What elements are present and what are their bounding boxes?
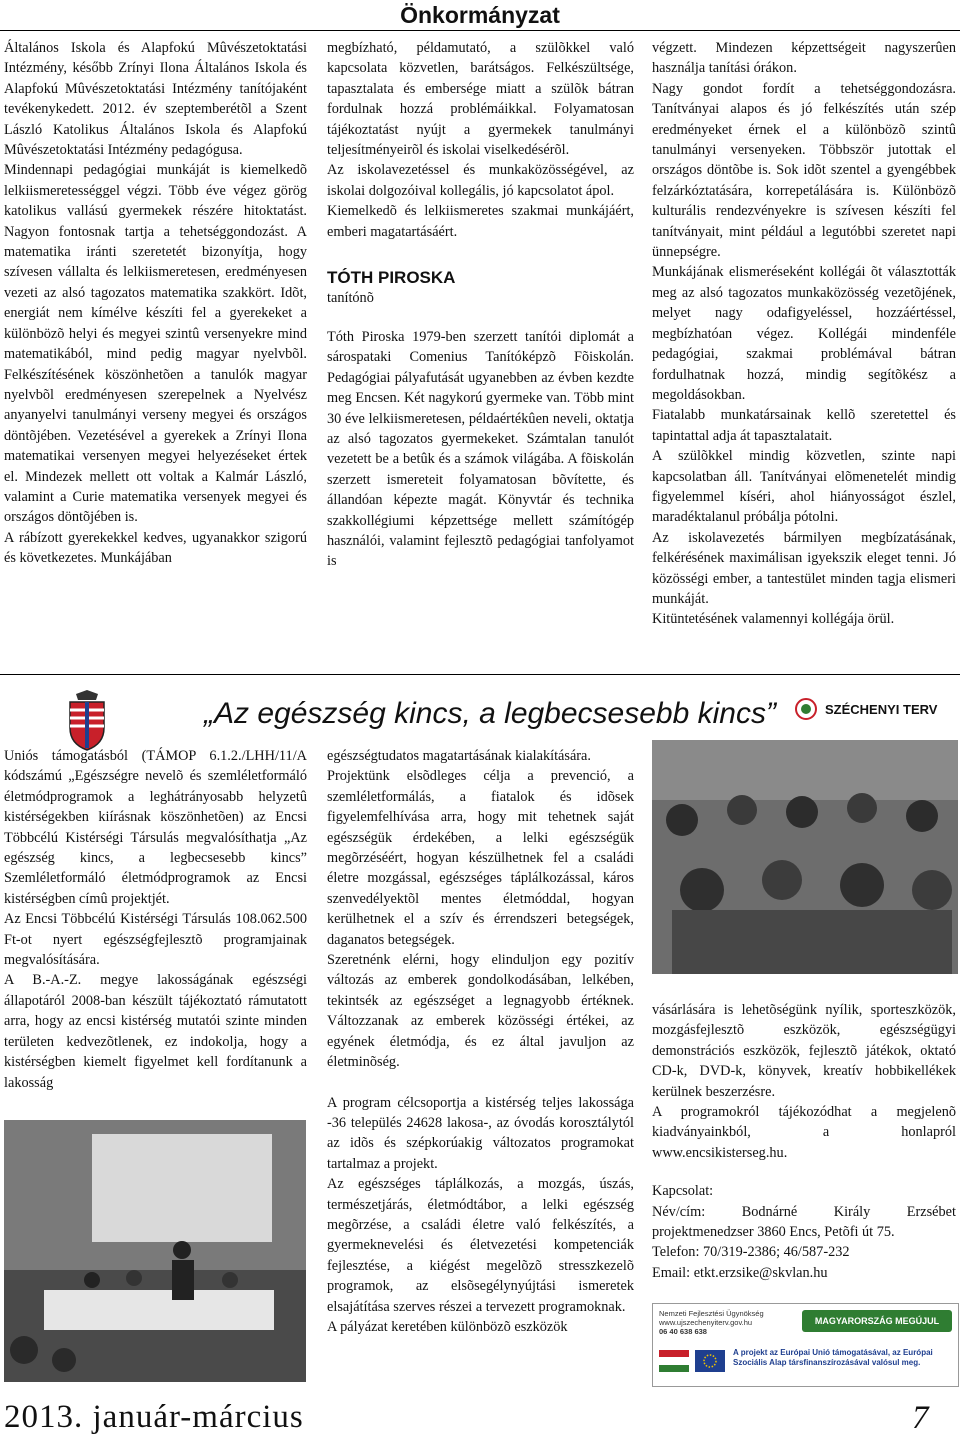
person-name: TÓTH PIROSKA [327, 268, 456, 288]
eu-caption: A projekt az Európai Unió támogatásával, az Európai Szociális Alap társfinanszírozásával valósul meg. [733, 1348, 933, 1367]
paragraph: Tóth Piroska 1979-ben szerzett tanítói diplomát a sárospataki Comenius Tanítóképzõ Fõiskolán. Pedagógiai pályafutását ugyanebben az évben kezdte meg Encsen. Két nagykorú gyermeke van. Több mint 30 éve lelkiismeretesen, példaértékûen neveli, oktatja az alsó tagozatos gyermekeket. Számtalan tanulót vezetett be a betûk és a számok világába. A fõiskolán szerzett ismereteit folyamatosan bõvítette, és állandóan képezte magát. Könyvtár és technika szakkollégiumi képzettsége mellett számítógép használói, valamint fejlesztõ pedagógiai tanfolyamot is [327, 328, 634, 570]
paragraph: A B.-A.-Z. megye lakosságának egészségi állapotáról 2008-ban készült tájékoztató rámutatott arra, hogy az encsi kistérség mutatói szinte minden területen kedvezõtlenek, ez indokolja, hogy a kistérségben kiemelt figyelmet kell fordítanunk a lakosság [4, 972, 307, 1091]
meeting-photo [4, 1120, 306, 1382]
article-column-1 [4, 746, 307, 1093]
audience-photo [652, 740, 958, 974]
szechenyi-terv-logo [795, 696, 960, 722]
paragraph: A rábízott gyerekekkel kedves, ugyanakkor szigorú és következetes. Munkájában [4, 529, 307, 567]
szechenyi-logo-text: SZÉCHENYI TERV [825, 701, 938, 717]
contact-phone: Telefon: 70/319-2386; 46/587-232 [652, 1244, 850, 1261]
section-divider [0, 674, 960, 675]
paragraph: egészségtudatos magatartásának kialakítására. [327, 748, 591, 764]
paragraph: Szeretnénk elérni, hogy elinduljon egy pozitív változás az emberek gondolkodásában, lelkében, tekintsék az egészséget a legnagyobb értéknek. Változzanak az emberek közösségi értékei, az egyének életmódja, és ez által javuljon az életminõség. [327, 952, 634, 1071]
section-title: Önkormányzat [400, 2, 560, 28]
person-role: tanítónõ [327, 290, 374, 307]
paragraph: Nagy gondot fordít a tehetséggondozásra. Tanítványai alapos és jó felkészítés után szép eredményeket érnek el a különbözõ szintû tanulmányi versenyeken. Többször jutottak el országos döntõbe is. Sok idõt szentel a gyengébbek felzárkóztatására, korrepetálására is. Különbözõ kulturális rendezvényekre is szívesen készíti fel tanítványait, mint például a legutóbbi szeretet napi ünnepségre. [652, 80, 956, 261]
paragraph: A programokról tájékozódhat a megjelenõ kiadványainkból, a honlapról www.encsikisterseg.hu. [652, 1104, 956, 1161]
header-rule [0, 30, 960, 31]
szechenyi-mark-icon [795, 698, 817, 720]
paragraph: Az egészséges táplálkozás, a mozgás, úszás, természetjárás, életmódtábor, a lelki egészség megõrzése, a családi életre való felkészítés, a gyermeknevelési és életvezetési kompetenciák fejlesztése, a kiégést megelõzõ stresszkezelõ programok, az elsõsegélynyújtási ismeretek elsajátítása szerves részei a tervezett programoknak. [327, 1176, 634, 1315]
paragraph: végzett. Mindezen képzettségeit nagyszerûen használja tanítási órákon. [652, 40, 956, 77]
paragraph: Projektünk elsõdleges célja a prevenció, a szemléletformálás, a fiatalok és idõsek figyelemfelhívása arra, hogy mit tehetnek saját egészségük érdekében, a lelki egészségük megõrzéséért, hogyan készülhetnek fel a családi életre mozgással, egészséges táplálkozással, káros szenvedélyektõl mentes életmóddal, hogyan kerülhetnek el a szív és érrendszeri betegségek, daganatos betegségek. [327, 768, 634, 948]
hungary-flag-icon [659, 1350, 689, 1372]
paragraph: Kiemelkedõ és lelkiismeretes szakmai munkájáért, emberi magatartásáért. [327, 203, 634, 240]
paragraph: vásárlására is lehetõségünk nyílik, sporteszközök, mozgásfejlesztõ eszközök, egészségügyi demonstrációs eszközök, fejlesztõ játékok, oktató CD-k, DVD-k, könyvek, kreatív hobbikellékek kerülnek beszerzésre. [652, 1002, 956, 1100]
eu-funding-logo [652, 1303, 959, 1387]
top-column-1 [4, 38, 307, 569]
paragraph: Uniós támogatásból (TÁMOP 6.1.2./LHH/11/A kódszámú „Egészségre nevelõ és szemléletformáló életmódprogramok a leghátrányosabb helyzetû kistérségekben kiírásnak köszönhetõen) az Encsi Többcélú Kistérségi Társulás megvalósíthatja „Az egészség kincs, a legbecsesebb kincs” Szemléletformáló életmódprogramok az Encsi kistérségben címû projektjét. [4, 748, 307, 907]
paragraph: A program célcsoportja a kistérség teljes lakossága -36 település 24628 lakosa-, az óvodás korosztálytól az idõs és szépkorúakig változatos programokat tartalmaz a projekt. [327, 1094, 634, 1172]
paragraph: Az iskolavezetés bármilyen megbízatásának, felkérésének maximálisan igyekszik eleget tenni. Jó közösségi ember, a tantestület minden tagja elismeri munkáját. [652, 529, 956, 607]
article-column-3 [652, 1000, 956, 1283]
paragraph: Munkájának elismeréseként kollégái õt választották meg az alsó tagozatos munkaközösség vezetõjének, melyet nagy odafigyeléssel, hozzáértéssel, megbízhatóan végez. Kollégái mindenféle pedagógiai, szakmai problémával bátran fordulhatnak hozzá, mindig segítõkész a megoldásokban. [652, 264, 956, 403]
article-column-2 [327, 746, 634, 1337]
paragraph: Az iskolavezetéssel és munkaközösségével, az iskolai dolgozóival kollegális, jó kapcsolatot ápol. [327, 162, 634, 199]
coat-of-arms-icon [62, 688, 112, 752]
paragraph: Kitüntetésének valamennyi kollégája örül. [652, 611, 895, 628]
paragraph: Az Encsi Többcélú Kistérségi Társulás 108.062.500 Ft-ot nyert egészségfejlesztõ programjainak megvalósítására. [4, 911, 307, 969]
paragraph: A szülõkkel mindig közvetlen, szinte napi kapcsolatban áll. Tanítványai elõmenetelét mindig figyelemmel kíséri, ahol hiányosságot észlel, maradéktalanul próbálja pótolni. [652, 448, 956, 526]
paragraph: Általános Iskola és Alapfokú Mûvészetoktatási Intézmény, később Zrínyi Ilona Általános Iskola és Alapfokú Mûvészetoktatási Intézmény tanítójaként tevékenykedett. 2012. év szeptemberétõl a Szent László Katolikus Általános Iskola és Alapfokú Mûvészetoktatási Intézmény pedagógusa. [4, 40, 307, 159]
top-column-3 [652, 38, 956, 630]
top-column-2 [327, 38, 634, 572]
paragraph: A pályázat keretében különbözõ eszközök [327, 1318, 568, 1335]
contact-label: Kapcsolat: [652, 1183, 714, 1200]
issue-date: 2013. január-március [4, 1399, 304, 1435]
magyarorszag-megujul-badge: MAGYARORSZÁG MEGÚJUL [802, 1310, 952, 1332]
page-number: 7 [912, 1400, 929, 1436]
paragraph: megbízható, példamutató, a szülõkkel való kapcsolata közvetlen, barátságos. Felkészültsége, tapasztalata és embersége miatt a szülõk bátran fordulnak hozzá problémáikkal. Folyamatosan tájékoztatást nyújt a gyermekek tanulmányi teljesítményeirõl és iskolai viselkedésérõl. [327, 40, 634, 159]
eu-flag-icon [695, 1350, 725, 1372]
agency-name: Nemzeti Fejlesztési Ügynökség [659, 1309, 764, 1318]
paragraph: Mindennapi pedagógiai munkáját is kiemelkedõ lelkiismeretességgel végzi. Több éve végez görög katolikus vallású gyermekek részére hitoktatást. Nagyon fontosnak tartja a tehetséggondozást. A matematika iránti szeretetét bizonyítja, hogy szívesen vállalta és lelkiismeretesen, eredményesen vezeti az alsó tagozatos matematika szakkört. Idõt, energiát nem kímélve készíti fel a gyerekeket a különbözõ helyi és megyei szintû versenyekre mind matematikából, mind pedig magyar nyelvbõl. Felkészítésének köszönhetõen a tanulók magyar nyelvbõl eredményesen szerepelnek a Nyelvész anyanyelvi tanulmányi verseny megyei és országos döntõjében. Vezetésével a gyerekek a Zrínyi Ilona matematikai versenyen megyei helyezéseket értek el. Mindezek mellett ott voltak a Kalmár László, valamint a Curie matematika versenyek megyei és országos döntõjében is. [4, 162, 307, 526]
agency-url: www.ujszechenyiterv.gov.hu [659, 1318, 753, 1327]
contact-email: Email: etkt.erzsike@skvlan.hu [652, 1264, 828, 1281]
contact-name: Név/cím: Bodnárné Király Erzsébet projektmenedzser 3860 Encs, Petõfi út 75. [652, 1203, 956, 1241]
page-header [0, 0, 960, 32]
article-headline: „Az egészség kincs, a legbecsesebb kincs” [204, 697, 776, 730]
agency-phone: 06 40 638 638 [659, 1327, 707, 1336]
paragraph: Fiatalabb munkatársainak kellõ szeretettel és tapintattal adja át tapasztalatait. [652, 407, 956, 444]
